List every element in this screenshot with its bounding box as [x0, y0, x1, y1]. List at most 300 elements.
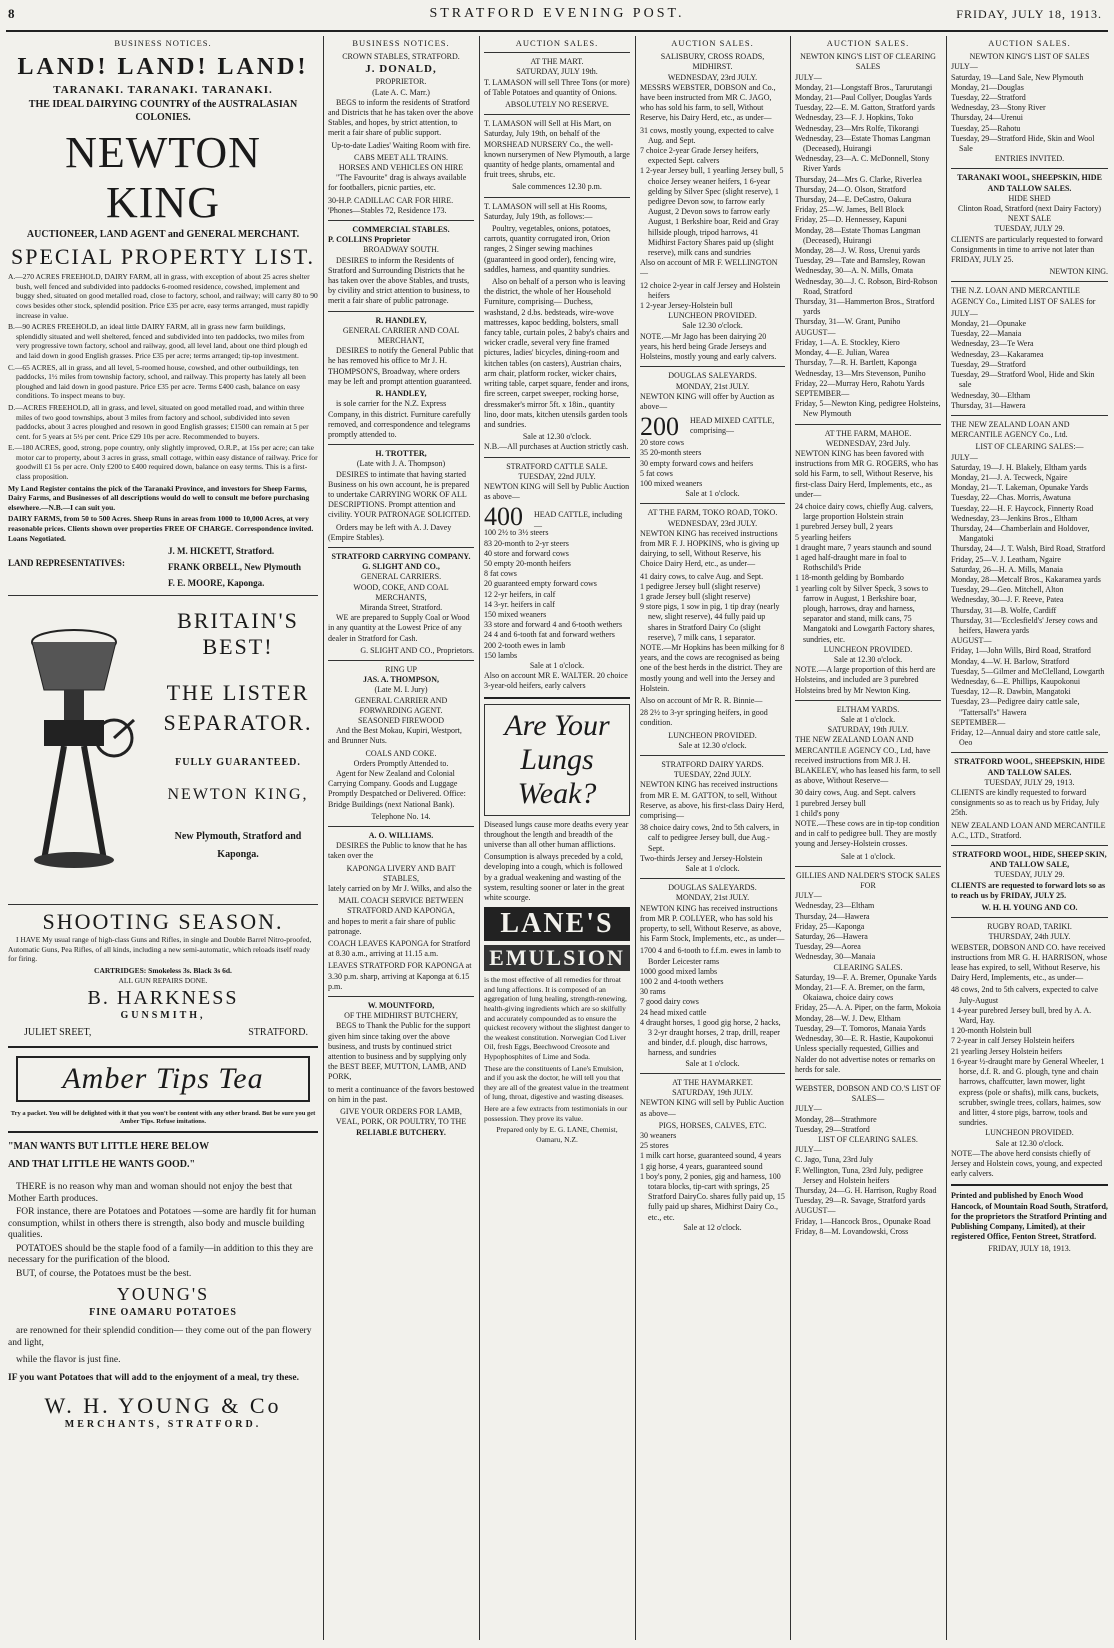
column-auction-sales-4 [951, 36, 1108, 1640]
lately-carried: lately carried on by Mr J. Wilks, and also the [328, 884, 472, 894]
divider [8, 1046, 318, 1048]
footer-date: FRIDAY, JULY 18, 1913. [988, 1244, 1071, 1254]
divider [640, 366, 785, 367]
wh-young-co: W. H. H. YOUNG AND CO. [981, 903, 1078, 913]
column-auction-sales-3 [795, 36, 941, 1640]
oamaru-potatoes: FINE OAMARU POTATOES [89, 1307, 237, 1319]
column-header: AUCTION SALES. [988, 38, 1071, 48]
sale-date: WEDNESDAY, 23rd July. [825, 438, 911, 448]
clients-note: CLIENTS are particularly requested to forward Consignments in time to arrive not later than FRIDAY, JULY 25. [951, 234, 1103, 265]
list-line: 1 purebred Jersey bull, 2 years [795, 522, 893, 532]
gillies-unless: Unless specially requested, Gillies and Nalder do not advertise notes or remarks on herds for sale. [795, 1044, 936, 1074]
cartridges-line: CARTRIDGES: Smokeless 3s. Black 3s 6d. [94, 966, 232, 976]
luncheon: LUNCHEON PROVIDED. [823, 644, 913, 654]
trotter-late: (Late with J. A. Thompson) [356, 459, 446, 469]
wd-lines [795, 1104, 941, 1135]
shooting-season-headline: SHOOTING SEASON. [42, 909, 284, 935]
sale-time: Sale at 1 o'clock. [840, 715, 896, 724]
no-reserve: ABSOLUTELY NO RESERVE. [505, 100, 609, 110]
give-orders: GIVE YOUR ORDERS FOR LAMB, VEAL, PORK, OR POULTRY, TO THE [335, 1107, 467, 1127]
hopes-merit: and hopes to merit a fair share of public patronage. [328, 916, 456, 936]
list-line: Thursday, 24—Chamberlain and Holdover, Mangatoki [951, 523, 1090, 544]
clients-note-2: CLIENTS are kindly requested to forward consignments so as to reach us by Friday, July 25th. [951, 788, 1100, 818]
divider [328, 660, 474, 661]
divider [951, 917, 1108, 918]
clients-note-3: CLIENTS are requested to forward lots so as to reach us by FRIDAY, JULY 25. [951, 880, 1106, 900]
nk-sales-list: NEWTON KING'S LIST OF SALES [969, 52, 1090, 62]
lamason-nursery: T. LAMASON will Sell at His Mart, on Saturday, July 19th, on behalf of the MORSHEAD NURSERY Co., the well-known nurserymen of New Plymouth, a large quantity of hedge plants, ornamental and fruit trees, shrubs, etc. [484, 119, 630, 180]
nk-auction: NEWTON KING will Sell by Public Auction as above— [484, 481, 630, 502]
collins-name: P. COLLINS Proprietor [328, 235, 411, 245]
entries-invited: ENTRIES INVITED. [994, 154, 1065, 164]
listing: E.—180 ACRES, good, strong, pope country, only slightly improved, O.R.P., at 15s per acre; can take motor car to property, about 3 acres in grass, small cottage, within easy distance of railway. Price for goodwill £1 5s per acre. Only £200 to £400 required down, balance on easy terms. This is a first-class proposition. [8, 443, 318, 482]
nk-clearing-list: NEWTON KING'S LIST OF CLEARING SALES [800, 52, 936, 72]
list-line: Wednesday, 30—Manaia [795, 952, 876, 962]
wood-coke-coal: WOOD, COKE, AND COAL MERCHANTS, [353, 582, 449, 602]
column-auction-sales-1 [484, 36, 630, 1640]
hopkins-lines [640, 572, 785, 643]
divider [640, 878, 785, 879]
man-wants-line2: AND THAT LITTLE HE WANTS GOOD." [8, 1159, 196, 1171]
supply-coal: WE are prepared to Supply Coal or Wood in any quantity at the Lowest Price of any dealer in Stratford for Cash. [328, 613, 470, 643]
thompson-late: (Late M. I. Jury) [374, 685, 428, 695]
donald-name: J. DONALD, [365, 63, 437, 76]
month-label: AUGUST— [951, 636, 992, 646]
favourite-drag: "The Favourite" drag is always available for footballers, picnic parties, etc. [328, 173, 467, 193]
reliable-butchery: RELIABLE BUTCHERY. [356, 1127, 446, 1137]
rep-moore: F. E. MOORE, Kaponga. [168, 578, 265, 589]
list-line: 1 2-year Jersey-Holstein bull [640, 301, 733, 311]
head-number: 400 [484, 502, 523, 532]
list-line: Tuesday, 29—Stratford [795, 1124, 870, 1134]
list-line: Friday, 25—W. James, Bell Block [795, 205, 905, 215]
eltham-yards: ELTHAM YARDS. [836, 704, 900, 714]
list-line: Friday, 25—V. J. Leatham, Ngaire [951, 554, 1061, 564]
july-lines [951, 73, 1108, 155]
list-line: Tuesday, 22—Stratford [951, 93, 1026, 103]
forwarding-agent: GENERAL CARRIER AND FORWARDING AGENT. [354, 695, 448, 715]
list-line: Wednesday, 30—A. N. Mills, Omata [795, 266, 913, 276]
list-line: Tuesday, 23—Pedigree dairy cattle sale, "Tattersall's" Hawera [951, 697, 1080, 717]
proprietor: PROPRIETOR. [375, 77, 427, 87]
salisbury: SALISBURY, CROSS ROADS, MIDHIRST. [660, 52, 765, 72]
issue-date: FRIDAY, JULY 18, 1913. [956, 7, 1102, 21]
divider [328, 444, 474, 445]
clearing-lines [951, 463, 1108, 636]
column-header: AUCTION SALES. [515, 38, 599, 48]
blakeley-note: NOTE.—These cows are in tip-top condition and in calf to pedigree bull. They are mostly young and Jersey-Holstein crosses. [795, 819, 940, 849]
list-line: Monday, 21—Opunake [951, 319, 1027, 329]
gatton-intro: NEWTON KING has received instructions from MR E. M. GATTON, to sell, Without Reserve, as above, his first-class Dairy Herd, comprising— [640, 780, 785, 821]
month-label: JULY— [951, 452, 978, 462]
list-line: Wednesday, 6—E. Phillips, Kaupokonui [951, 676, 1081, 686]
divider [951, 168, 1108, 169]
list-line: 1 boy's pony, 2 ponies, gig and harness, 100 totara blocks, tip-cart with springs, 25 Stratford DairyCo. shares fully paid up, 15 fully paid up shares, Midhirst Dairy Co., etc., etc. [640, 1171, 785, 1222]
merchants-line: MERCHANTS, STRATFORD. [64, 1419, 262, 1431]
list-line: 8 fat cows [484, 569, 517, 579]
list-line: Tuesday, 29—T. Tomoros, Manaia Yards [795, 1023, 926, 1033]
listing: A.—270 ACRES FREEHOLD, DAIRY FARM, all in grass, with exception of about 25 acres shelter bush, well fenced and subdivided into paddocks 6-roomed residence, cowshed, implement and buggy shed, situated on good metalled road, close to factory, school, and railway; will carry 80 to 90 cows besides other stock, splendid position. Price £35 per acre, easy terms arranged, must rapidly increase in value. [8, 272, 318, 320]
special-property-list: SPECIAL PROPERTY LIST. [10, 244, 316, 270]
list-line: Friday, 8—M. Lovandowski, Cross [795, 1226, 909, 1236]
sale-time: Sale at 12 o'clock. [683, 1222, 742, 1232]
land-representatives [8, 545, 318, 591]
desires-text-1: DESIRES to inform the Residents of Stratford and Surrounding Districts that he has taken over the above Stables, and trusts, by civility and strict attention to business, to merit a fair share of public patronage. [328, 255, 470, 306]
list-line: Tuesday, 22—H. F. Haycock, Finnerty Road [951, 503, 1094, 513]
sale-time: Sale 12.30 o'clock. [682, 321, 743, 331]
list-line: Tuesday, 29—Stratford Hide, Skin and Wool Sale [951, 133, 1095, 154]
list-line: 150 mixed weaners [484, 609, 547, 619]
head-number: 200 [640, 412, 679, 442]
newton-king-sig: NEWTON KING. [1049, 267, 1108, 277]
hopkins-intro: NEWTON KING has received instructions from MR F. J. HOPKINS, who is giving up dairying, to sell, Without Reserve, his Choice Dairy Herd, etc., as under— [640, 528, 780, 569]
list-line: Monday, 28—Estate Thomas Langman (Deceased), Huirangi [795, 225, 921, 245]
column-rule [635, 36, 636, 1640]
rugby-road: RUGBY ROAD, TARIKI. [987, 922, 1072, 932]
list-line: 1 grade Jersey bull (slight reserve) [640, 591, 751, 601]
divider [951, 415, 1108, 416]
month-label: JULY— [795, 891, 822, 901]
general-carrier: GENERAL CARRIER AND COAL MERCHANT, [342, 325, 460, 346]
luncheon: LUNCHEON PROVIDED. [985, 1128, 1074, 1138]
gillies-lines [795, 901, 941, 962]
list-line: 48 cows, 2nd to 5th calvers, expected to calve July-August [951, 985, 1099, 1005]
column-header: BUSINESS NOTICES. [352, 38, 450, 48]
list-line: 1 child's pony [795, 808, 840, 818]
list-line: Saturday, 26—Hawera [795, 932, 868, 942]
sale-date: TUESDAY, JULY 29. [994, 870, 1065, 880]
gatton-lines [640, 823, 785, 864]
gun-repairs-line: ALL GUN REPAIRS DONE. [118, 975, 208, 985]
list-line: 200 2-tooth ewes in lamb [484, 640, 566, 650]
sale-date: TUESDAY, JULY 29. [994, 224, 1065, 234]
coals-coke: COALS AND COKE. [365, 748, 437, 758]
list-line: Saturday, 26—H. A. Mills, Manaia [951, 564, 1063, 574]
sale-time: Sale at 1 o'clock. [685, 864, 740, 874]
carrying-agent: Agent for New Zealand and Colonial Carrying Company. Goods and Luggage Promptly Despatched or Delivered. Office: Bridge Buildings (next National Bank). [328, 769, 466, 809]
begs-text-2: BEGS to Thank the Public for the support given him since taking over the above business, and trusts by continued strict attention to business and by supplying only the BEST BEEF, MUTTON, LAMB, AND PORK, [328, 1021, 471, 1082]
testimonials: Here are a few extracts from testimonials in our possession. They prove its value. [484, 1103, 628, 1123]
sale-date: SATURDAY, 19th JULY. [672, 1088, 753, 1098]
imprint: Printed and published by Enoch Wood Hancock, of Mountain Road South, Stratford, for the proprietors the Stratford Printing and Publishing Company, Limited), at their registered Office, Fenton Street, Stratford. [951, 1191, 1108, 1242]
list-line: 1 18-month gelding by Bombardo [795, 573, 904, 583]
list-line: Friday, 1—John Wills, Bird Road, Stratford [951, 646, 1091, 656]
consumption-body: Consumption is always preceded by a cold, developing into a cough, which is followed by a gradual weakening and wasting of the system, resulting sooner or later in the great white scourge. [484, 852, 625, 902]
sale-date: TUESDAY, 22nd JULY. [673, 770, 752, 780]
list-line: 1 draught mare, 7 years staunch and sound [795, 542, 932, 552]
list-line: 50 empty 20-month heifers [484, 558, 571, 568]
list-line: 30 dairy cows, Aug. and Sept. calvers [795, 788, 916, 798]
list-line: 40 store and forward cows [484, 548, 569, 558]
list-line: 5 fat cows [640, 468, 673, 478]
haymarket-lines [640, 1131, 785, 1223]
man-wants-line1: "MAN WANTS BUT LITTLE HERE BELOW [8, 1141, 210, 1153]
month-label: JULY— [951, 308, 978, 318]
rogers-lines [795, 502, 941, 645]
head-count [484, 502, 630, 532]
list-line: 1 2-year Jersey bull, 1 yearling Jersey bull, 5 choice Jersey weaner heifers, 1 6-year gelding by Silver Spec (slight reserve), 1 pedigree Devon sow, to farrow early August, 2 Devon sows to farrow early August, 1 Berkshire boar, Reid and Gray hillside plough, tripod harrows, 41 Midhirst Factory Shares paid up (slight reserve), milk cans and sundries [640, 166, 784, 258]
list-line: Tuesday, 29—R. Savage, Stratford yards [795, 1196, 926, 1206]
amber-tips-note: Try a packet. You will be delighted with it that you won't be content with any other brand. But be sure you get Amber Tips. Refuse imitations. [10, 1110, 316, 1126]
pigs-horses: PIGS, HORSES, CALVES, ETC. [658, 1120, 767, 1130]
reps-label: LAND REPRESENTATIVES: [8, 558, 125, 569]
list-line: Thursday, 7—R. H. Bartlett, Kaponga [795, 358, 917, 368]
potato-paragraph-2: FOR instance, there are Potatoes and Potatoes —some are hardly fit for human consumption, whilst in others there is strength, also body and muscle building qualities. [8, 1207, 316, 1241]
list-line: 21 yearling Jersey Holstein heifers [951, 1046, 1063, 1056]
best-nuts: And the Best Mokau, Kupiri, Westport, and Brunner Nuts. [328, 726, 462, 746]
sale-time: Sale commences 12.30 p.m. [512, 182, 602, 192]
luncheon: LUNCHEON PROVIDED. [668, 730, 757, 740]
list-line: 1 pedigree Jersey bull (slight reserve) [640, 581, 761, 591]
cattle-sale: STRATFORD CATTLE SALE. [506, 461, 608, 471]
coach-leaves-kaponga: COACH LEAVES KAPONGA for Stratford at 8.30 a.m., arriving at 11.15 a.m. [328, 939, 471, 959]
list-line: Thursday, 31—W. Grant, Puniho [795, 317, 901, 327]
sale-time: Sale at 1 o'clock. [840, 851, 896, 861]
month-label: JULY— [795, 72, 822, 82]
miranda-street: Miranda Street, Stratford. [359, 602, 443, 612]
list-line: Thursday, 24—O. Olson, Stratford [795, 184, 907, 194]
thompson-name: JAS. A. THOMPSON, [362, 675, 440, 685]
douglas-saleyards: DOUGLAS SALEYARDS. [668, 883, 757, 893]
rogers-note: NOTE.—A large proportion of this herd are Holsteins, and included are 3 purebred Holsteins bred by Mr Newton King. [795, 665, 936, 695]
divider [795, 1079, 941, 1080]
sale-time: Sale at 12.30 o'clock. [833, 654, 903, 664]
divider [328, 996, 474, 997]
sale-date: MONDAY, 21st JULY. [675, 893, 750, 903]
newton-king-places: New Plymouth, Stratford and Kaponga. [174, 831, 302, 861]
douglas-lines [640, 438, 785, 489]
collyer-lines [640, 946, 785, 1058]
clearing-list: LIST OF CLEARING SALES:— [975, 442, 1084, 452]
mail-coach: MAIL COACH SERVICE BETWEEN STRATFORD AND KAPONGA, [338, 896, 464, 916]
sale-date: SATURDAY, 19th JULY. [827, 725, 909, 735]
sale-time: Sale at 12.30 o'clock. [522, 432, 592, 442]
list-line: JULY— [795, 1104, 822, 1114]
list-line: 1 yearling colt by Silver Speck, 3 sows to farrow in August, 1 Berkshire boar, plough, harrows, dray and harness, separator and stand, milk cans, 75 Mangatoki and Lowgarth Factory shares, sundries, etc. [795, 583, 935, 644]
list-line: 1 purebred Jersey bull [795, 798, 866, 808]
desires-text-2: DESIRES to notify the General Public that he has removed his office to Mr J. H. THOMPSON'S, Broadway, where orders may be left and prompt attention guaranteed. [328, 346, 474, 386]
webster-intro: MESSRS WEBSTER, DOBSON and Co., have been instructed from MR C. JAGO, who has sold his farm, to sell, Without Reserve, his Dairy Herd, etc., as under— [640, 82, 776, 123]
gunsmith-line: GUNSMITH, [120, 1010, 206, 1022]
list-line: 1 6-year ½-draught mare by General Wheeler, 1 horse, d.f. R. and G. plough, tyne and chain harrows, chaffcutter, lawn mower, light express (pole or shafts), milk cans, buckets, scrubber, swingle trees, collars, haimes, sow and litter, 4 store pigs, barrow, tools and sundries. [951, 1056, 1105, 1128]
list-line: Friday, 5—Newton King, pedigree Holsteins, New Plymouth [795, 399, 941, 419]
column-rule [790, 36, 791, 1640]
list-line: Thursday, 31—Hammerton Bros., Stratford yards [795, 297, 935, 317]
broadway-south: BROADWAY SOUTH. [363, 245, 439, 255]
divider [795, 424, 941, 425]
divider [328, 826, 474, 827]
britains-best: BRITAIN'S BEST! [177, 608, 299, 660]
harkness-address [8, 1025, 318, 1041]
list-line: 31 cows, mostly young, expected to calve Aug. and Sept. [640, 125, 774, 145]
juliet-street: JULIET SREET, [24, 1027, 92, 1039]
month-label: AUGUST— [795, 1206, 836, 1216]
harrison-lines [951, 985, 1108, 1128]
ideal-line: THE IDEAL DAIRYING COUNTRY of the AUSTRALASIAN COLONIES. [28, 99, 298, 124]
potato-paragraph-3: POTATOES should be the staple food of a family—in addition to this they are necessary for the purification of the blood. [8, 1243, 313, 1266]
carrying-company: STRATFORD CARRYING COMPANY. [331, 551, 471, 561]
list-line: Wednesday, 30—J. C. Robson, Bird-Robson Road, Stratford [795, 276, 938, 296]
nzlm-list: THE N.Z. LOAN AND MERCANTILE AGENCY Co., Limited LIST OF SALES for [951, 286, 1096, 306]
clinton-road: Clinton Road, Stratford (next Dairy Factory) [957, 204, 1102, 214]
list-line: 100 2 and 4-tooth wethers [640, 977, 724, 987]
list-line: 38 choice dairy cows, 2nd to 5th calvers, in calf to pedigree Jersey bull, due Aug.-Sept. [640, 823, 780, 853]
list-line: 83 20-month to 2-yr steers [484, 538, 569, 548]
furniture-list: Also on behalf of a person who is leaving the district, the whole of her Household Furniture, comprising— Duchess, washstand, 2 d.bs. bedsteads, wire-wove mattresses, kapoc bedding, bolsters, small fancy table, curtain poles, 2 baby's chairs and wicker cradle, several very fine framed pictures, ladies' bicycles, dining-room and kitchen tables (on casters), Austrian chairs, arm chair, platform rocker, wicker chairs, writing table, carpet square, fender and irons, fire screen, carpet sweeper, rocking horse, dressmaker's mirror 5ft. x 18in., quantity lino, door mats, kitchen utensils garden tools and sundries. [484, 277, 630, 429]
lister-separator-ad [8, 600, 318, 900]
list-line: 33 store and forward 4 and 6-tooth wethers [484, 620, 622, 630]
divider [951, 1184, 1108, 1186]
orders-attended: Orders Promptly Attended to. [353, 758, 449, 768]
wellington-lines [640, 281, 785, 312]
sale-time: Sale at 1 o'clock. [685, 1058, 740, 1068]
list-line: Tuesday, 29—Aorea [795, 942, 861, 952]
list-line: 150 lambs [484, 650, 518, 660]
rep-hickett: J. M. HICKETT, Stratford. [168, 546, 275, 557]
list-line: 24 head mixed cattle [640, 1007, 707, 1017]
sale-date: TUESDAY, 22nd JULY. [518, 471, 596, 481]
list-line: 1 4-year purebred Jersey bull, bred by A. A. Ward, Hay. [951, 1005, 1092, 1026]
list-line: Thursday, 24—Hawera [795, 911, 870, 921]
list-line: Wednesday, 23—Stony River [951, 103, 1046, 113]
rep-orbell: FRANK ORBELL, New Plymouth [168, 562, 302, 573]
divider [795, 866, 941, 867]
lungs-body: Diseased lungs cause more deaths every year throughout the length and breadth of the universe than all other human afflictions. [484, 819, 629, 849]
binnie-account: Also on account of Mr R. R. Binnie— [640, 695, 763, 705]
list-line: Tuesday, 29—Geo. Mitchell, Alton [951, 585, 1064, 595]
douglas-saleyards: DOUGLAS SALEYARDS. [668, 371, 757, 381]
divider [328, 220, 474, 221]
nk-offer: NEWTON KING will offer by Auction as above— [640, 391, 775, 411]
sale-date: MONDAY, 21st JULY. [675, 381, 750, 391]
sale-time: Sale at 1 o'clock. [529, 660, 585, 670]
list-line: Monday, 28—Metcalf Bros., Kakaramea yards [951, 574, 1101, 584]
begs-text: BEGS to inform the residents of Stratford and Districts that he has taken over the above Stables, and hopes, by strict attention, to merit a fair share of public support. [328, 97, 474, 138]
divider [8, 904, 318, 905]
column-rule [479, 36, 480, 1640]
list-line: Monday, 21—J. A. Tecweck, Ngaire [951, 472, 1068, 482]
taranaki-line: TARANAKI. TARANAKI. TARANAKI. [53, 84, 273, 97]
late-marr: (Late A. C. Marr.) [372, 87, 430, 97]
divider [640, 503, 785, 504]
lungs-weak-headline: Are Your Lungs Weak? [484, 704, 630, 816]
divider [484, 697, 630, 699]
separator-machine-illustration [14, 620, 144, 880]
crown-stables: CROWN STABLES, STRATFORD. [342, 52, 460, 62]
list-line: Tuesday, 22—Chas. Morris, Awatuna [951, 493, 1071, 503]
slight-proprietors: G. SLIGHT AND CO., Proprietors. [360, 645, 474, 655]
list-line: Friday, 25—D. Hennessey, Kapuni [795, 215, 907, 225]
list-line: 1 milk cart horse, guaranteed sound, 4 years [640, 1151, 782, 1161]
list-line: Friday, 1—A. E. Stockley, Kiero [795, 337, 900, 347]
list-line: Thursday, 24—G. H. Harrison, Rugby Road [795, 1185, 937, 1195]
walter-account: Also on account MR E. WALTER. 20 choice 3-year-old heifers, early calvers [484, 671, 628, 691]
luncheon: LUNCHEON PROVIDED. [668, 311, 757, 321]
shooting-body: I HAVE My usual range of high-class Guns and Rifles, in single and Double Barrel Nitro-proofed, Automatic Guns, Pea Rifles, of all kinds, including a new semi-automatic, which reloads itself ready for firing. [8, 935, 312, 964]
list-line: 41 dairy cows, to calve Aug. and Sept. [640, 571, 764, 581]
wd-august-lines [795, 1217, 941, 1237]
head-count [640, 412, 785, 442]
stratford-wool-2: STRATFORD WOOL, HIDE, SHEEP SKIN, AND TALLOW SALE, [952, 850, 1107, 870]
column-rule [323, 36, 324, 1640]
amber-tips-tea-logo: Amber Tips Tea [16, 1056, 310, 1102]
divider [484, 457, 630, 458]
list-line: Tuesday, 29—Tate and Barnsley, Rowan [795, 256, 926, 266]
column-header: AUCTION SALES. [826, 38, 910, 48]
potato-paragraph-1: THERE is no reason why man and woman should not enjoy the best that Mother Earth produces. [8, 1182, 293, 1204]
list-line: Tuesday, 25—Rahotu [951, 123, 1021, 133]
handley-name-2: R. HANDLEY, [375, 389, 427, 399]
divider [8, 1131, 318, 1133]
month-label: SEPTEMBER— [951, 717, 1006, 727]
lamason-potatoes: T. LAMASON will sell Three Tons (or more) of Table Potatoes and quantity of Onions. [484, 77, 630, 97]
stratford-town: STRATFORD. [248, 1027, 308, 1039]
month-label: JULY— [951, 62, 978, 72]
divider [484, 197, 630, 198]
poultry-list: Poultry, vegetables, onions, potatoes, carrots, quantity corrugated iron, Orion ranges, 2 Singer sewing machines (guaranteed in good order), fencing wire, saddles, harness, and quantity sundries. [484, 224, 616, 274]
list-line: Thursday, 24—Mrs G. Clarke, Riverlea [795, 174, 922, 184]
sale-date: TUESDAY, JULY 29, 1913. [984, 777, 1075, 787]
haymarket: AT THE HAYMARKET. [672, 1077, 753, 1087]
list-line: 24 4 and 6-tooth fat and forward wethers [484, 630, 615, 640]
williams-name: A. O. WILLIAMS. [368, 831, 434, 841]
list-line: Friday, 12—Annual dairy and store cattle sale, Oeo [951, 728, 1101, 748]
list-line: Wednesday, 23—A. C. McDonnell, Stony River Yards [795, 154, 930, 174]
rogers-intro: NEWTON KING has been favored with instructions from MR G. ROGERS, who has sold his Farm, to sell, Without Reserve, his first-class Dairy Herd, Implements, etc., as under— [795, 448, 939, 499]
month-label: JULY— [795, 1145, 822, 1155]
masthead-rule [6, 30, 1108, 32]
newton-king-headline: NEWTON KING [65, 128, 261, 228]
list-line: Wednesday, 23—F. J. Hopkins, Toko [795, 113, 914, 123]
cattle-lines [484, 528, 630, 661]
list-line: 7 choice 2-year Grade Jersey heifers, expected Sept. calvers [640, 146, 759, 166]
nzlm-lines [951, 319, 1108, 411]
harkness-name: B. HARKNESS [87, 987, 239, 1010]
list-line: Monday, 4—W. H. Barlow, Stratford [951, 656, 1070, 666]
potato-paragraph-5: are renowned for their splendid condition— they come out of the pan flowery and light, [8, 1326, 312, 1348]
column-auction-sales-2 [640, 36, 785, 1640]
list-line: Friday, 22—Murray Hero, Rahotu Yards [795, 378, 925, 388]
sale-date: THURSDAY, 24th JULY. [988, 932, 1071, 942]
leaves-stratford: LEAVES STRATFORD FOR KAPONGA at 3.30 p.m. sharp, arriving at Kaponga at 6.15 p.m. [328, 961, 472, 991]
cash-note: N.B.—All purchases at Auction strictly cash. [484, 442, 629, 452]
lanes-logo: LANE'S [484, 907, 630, 941]
harrison-intro: WEBSTER, DOBSON AND CO. have received instructions from MR G. H. HARRISON, whose lease has expired, to sell, Without Reserve, his Dairy Herd, Implements, etc., as under— [951, 942, 1108, 983]
divider [8, 595, 318, 596]
list-line: Monday, 21—Paul Collyer, Douglas Yards [795, 93, 932, 103]
head-label: HEAD MIXED CATTLE, comprising— [690, 416, 775, 436]
next-sale: NEXT SALE [1007, 214, 1052, 224]
jago-note: NOTE.—Mr Jago has been dairying 20 years, his herd being Grade Jerseys and Holsteins, mostly young and early calvers. [640, 331, 777, 362]
clearing-lines [795, 973, 941, 1044]
list-line: Saturday, 19—J. H. Blakely, Eltham yards [951, 462, 1087, 472]
list-line: Monday, 28—W. J. Dew, Eltham [795, 1013, 901, 1023]
general-carriers: GENERAL CARRIERS. [360, 572, 442, 582]
toko-farm: AT THE FARM, TOKO ROAD, TOKO. [647, 508, 778, 518]
divider [951, 752, 1108, 753]
masthead [0, 4, 1114, 26]
newspaper-title: STRATFORD EVENING POST. [429, 6, 685, 21]
list-line: Thursday, 24—E. DeCastro, Oakura [795, 195, 912, 205]
prepared-by: Prepared only by E. G. LANE, Chemist, Oamaru, N.Z. [496, 1125, 618, 1144]
horses-line: HORSES AND VEHICLES ON HIRE [338, 163, 464, 173]
fully-guaranteed: FULLY GUARANTEED. [175, 757, 301, 769]
list-line: 7 good dairy cows [640, 997, 699, 1007]
list-line: Monday, 21—Longstaff Bros., Tarurutangi [795, 82, 933, 92]
divider [640, 755, 785, 756]
newton-king-signature: NEWTON KING, [167, 786, 309, 804]
nzla-header: THE NEW ZEALAND LOAN AND MERCANTILE AGENCY Co., Ltd. [951, 419, 1070, 440]
